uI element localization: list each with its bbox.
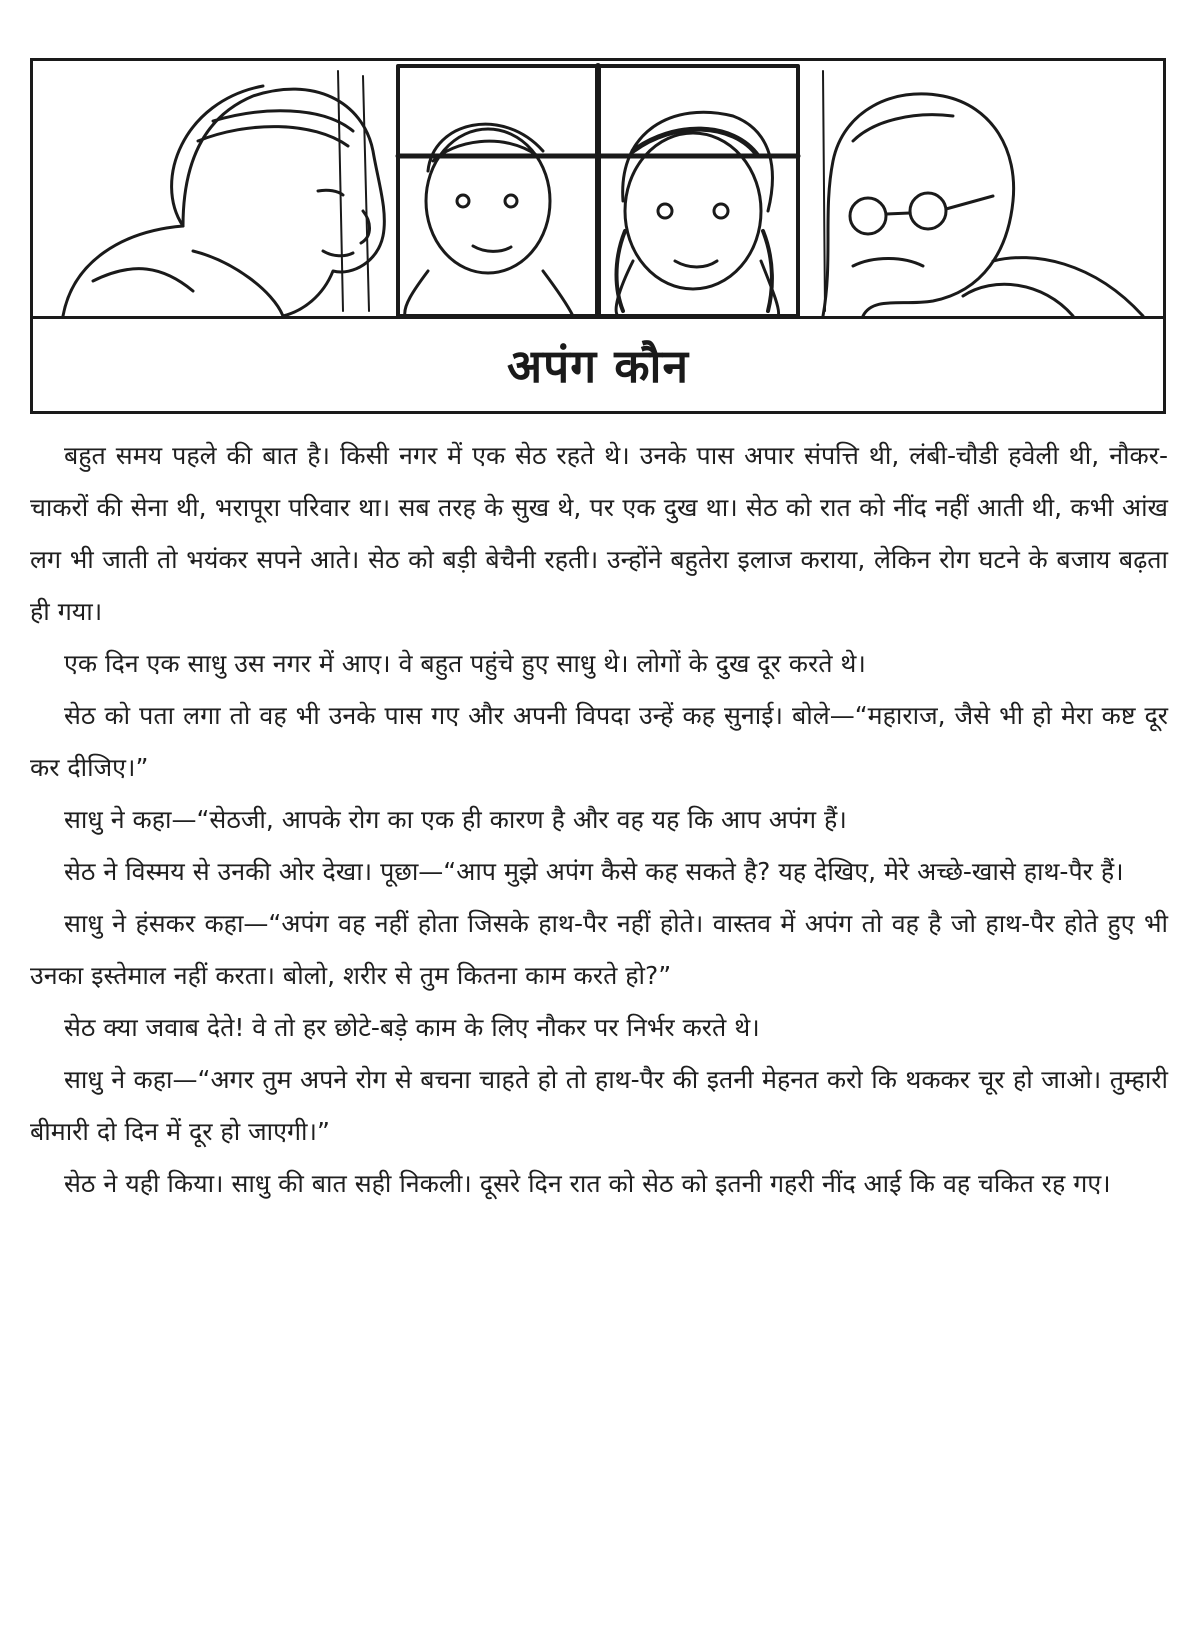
story-body	[30, 430, 1168, 1210]
story-paragraph: एक दिन एक साधु उस नगर में आए। वे बहुत पहुंचे हुए साधु थे। लोगों के दुख दूर करते थे।	[64, 649, 866, 678]
story-paragraph: साधु ने कहा—“सेठजी, आपके रोग का एक ही कारण है और वह यह कि आप अपंग हैं।	[64, 805, 847, 834]
story-paragraph: सेठ को पता लगा तो वह भी उनके पास गए और अपनी विपदा उन्हें कह सुनाई। बोले—“महाराज, जैसे भी हो मेरा कष्ट दूर कर दीजिए।”	[30, 701, 1168, 782]
old-man-figure	[823, 94, 1143, 316]
story-paragraph: सेठ क्या जवाब देते! वे तो हर छोटे-बड़े काम के लिए नौकर पर निर्भर करते थे।	[64, 1013, 760, 1042]
header-frame	[30, 58, 1166, 414]
story-paragraph: साधु ने हंसकर कहा—“अपंग वह नहीं होता जिसके हाथ-पैर नहीं होते। वास्तव में अपंग तो वह है जो हाथ-पैर होते हुए भी उनका इस्तेमाल नहीं करता। बोलो, शरीर से तुम कितना काम करते हो?”	[30, 909, 1168, 990]
girl-figure	[616, 112, 779, 316]
old-woman-figure	[63, 86, 384, 316]
boy-figure	[405, 124, 573, 316]
story-paragraph: सेठ ने विस्मय से उनकी ओर देखा। पूछा—“आप मुझे अपंग कैसे कह सकते है? यह देखिए, मेरे अच्छे-खासे हाथ-पैर हैं।	[64, 857, 1124, 886]
story-title: अपंग कौन	[507, 339, 689, 393]
story-paragraph: साधु ने कहा—“अगर तुम अपने रोग से बचना चाहते हो तो हाथ-पैर की इतनी मेहनत करो कि थककर चूर हो जाओ। तुम्हारी बीमारी दो दिन में दूर हो जाएगी।”	[30, 1065, 1168, 1146]
story-paragraph: बहुत समय पहले की बात है। किसी नगर में एक सेठ रहते थे। उनके पास अपार संपत्ति थी, लंबी-चौडी हवेली थी, नौकर-चाकरों की सेना थी, भरापूरा परिवार था। सब तरह के सुख थे, पर एक दुख था। सेठ को रात को नींद नहीं आती थी, कभी आंख लग भी जाती तो भयंकर सपने आते। सेठ को बड़ी बेचैनी रहती। उन्होंने बहुतेरा इलाज कराया, लेकिन रोग घटने के बजाय बढ़ता ही गया।	[30, 441, 1168, 626]
illustration-drawing	[33, 61, 1163, 316]
illustration-elderly-couple-with-children-icon	[33, 61, 1163, 319]
story-paragraph: सेठ ने यही किया। साधु की बात सही निकली। दूसरे दिन रात को सेठ को इतनी गहरी नींद आई कि वह चकित रह गए।	[64, 1169, 1111, 1198]
